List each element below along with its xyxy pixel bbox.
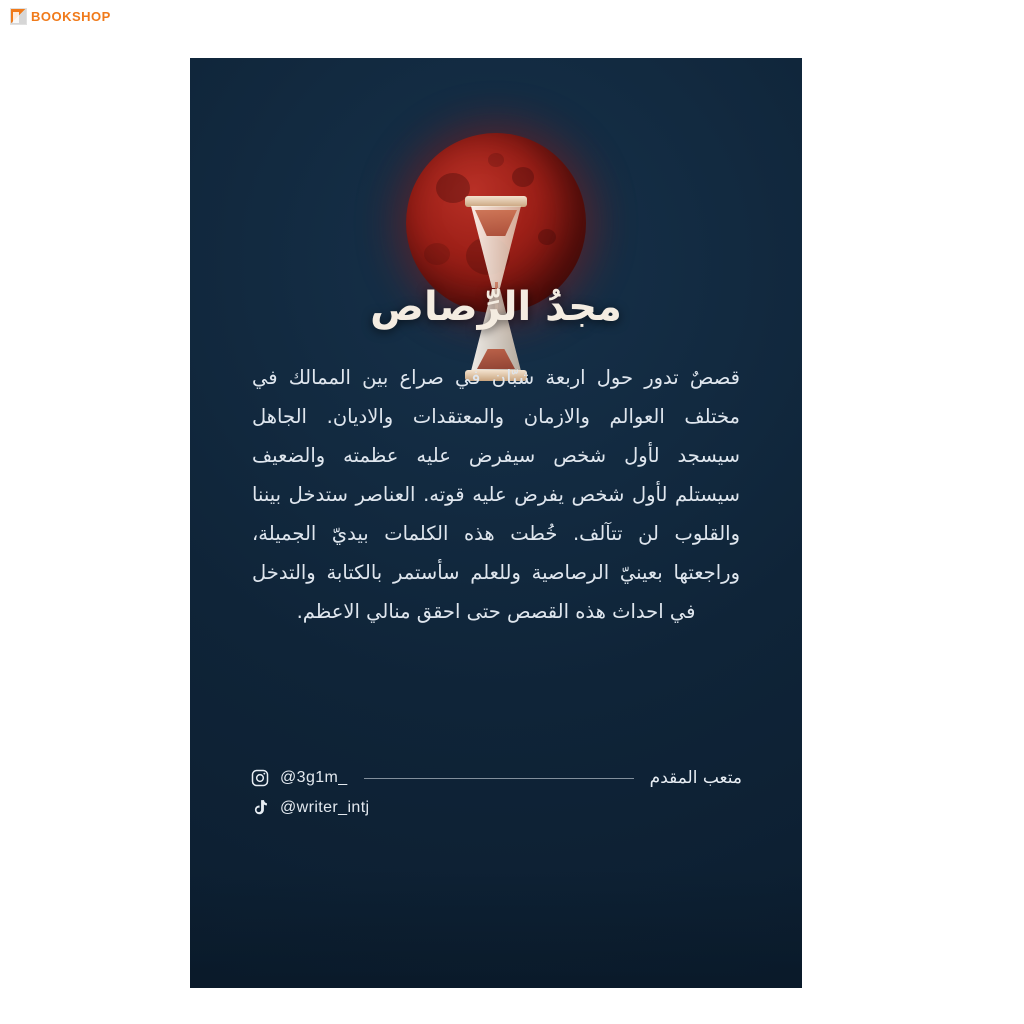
tiktok-row [250, 798, 742, 818]
bookshop-watermark [10, 8, 111, 25]
bookshop-logo-icon [10, 8, 27, 25]
instagram-handle[interactable]: @3g1m_ [280, 769, 348, 786]
book-synopsis: قصصٌ تدور حول اربعة شبّان في صراع بين الممالك في مختلف العوالم والازمان والمعتقدات والاديان. الجاهل سيسجد لأول شخص سيفرض عليه عظمته والضعيف سيستلم لأول شخص يفرض عليه قوته. العناصر ستدخل بيننا والقلوب لن تتآلف. خُطت هذه الكلمات بيديّ الجميلة، وراجعتها بعينيّ الرصاصية وللعلم سأستمر بالكتابة والتدخل في احداث هذه القصص حتى احقق منالي الاعظم. [252, 366, 740, 623]
book-title: مجدُ الرِّصاص [370, 284, 622, 330]
author-credit: متعب المقدم [649, 768, 742, 788]
bookshop-watermark-label: BOOKSHOP [31, 9, 111, 24]
cover-footer [250, 768, 742, 818]
footer-divider [364, 778, 634, 779]
book-cover [190, 58, 802, 988]
tiktok-handle[interactable]: @writer_intj [280, 799, 370, 816]
tiktok-icon [250, 798, 270, 818]
instagram-icon [250, 768, 270, 788]
instagram-row [250, 768, 742, 788]
